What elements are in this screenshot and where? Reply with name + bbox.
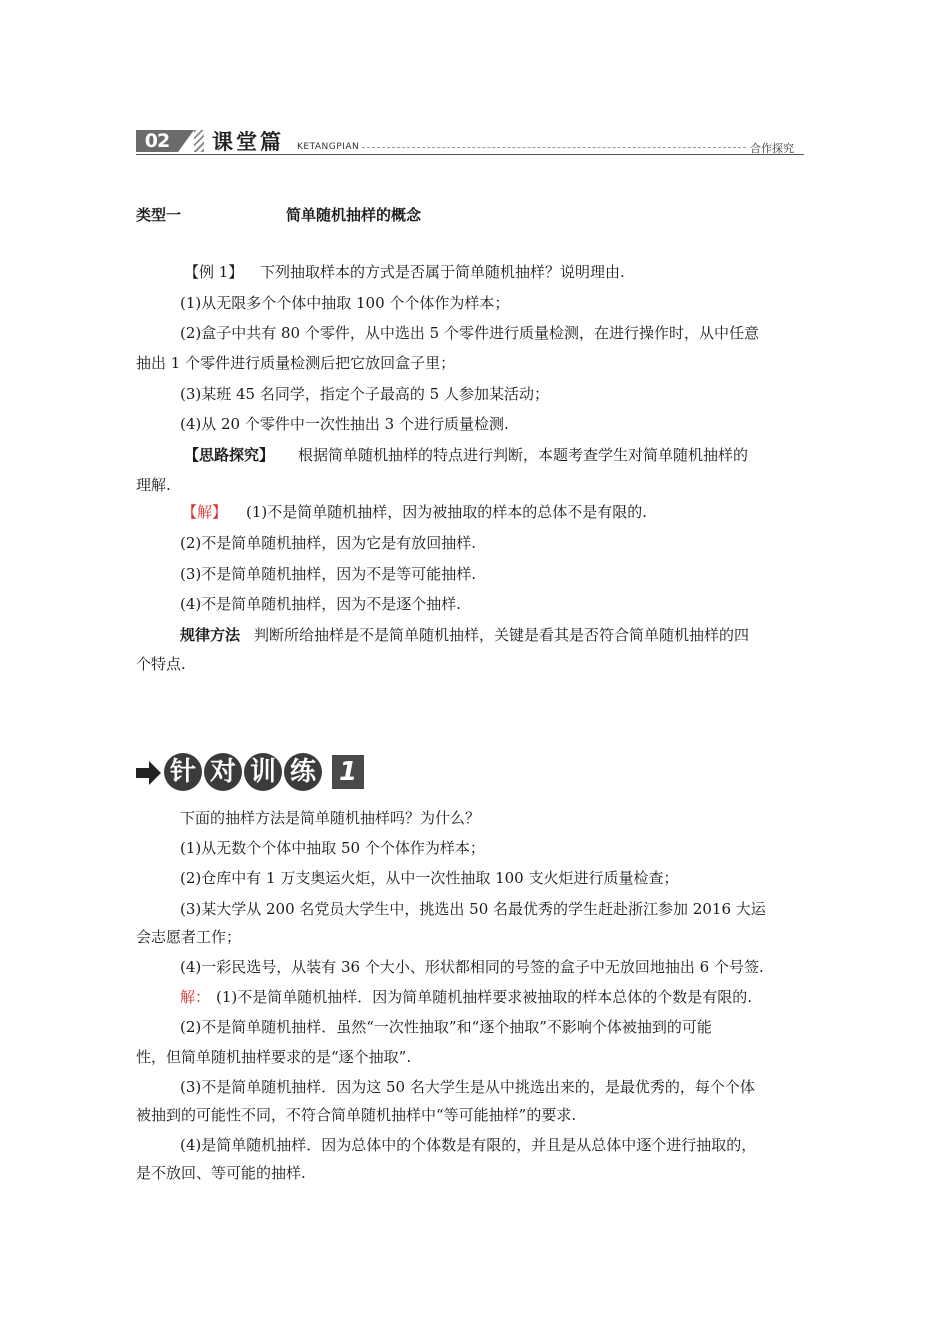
- practice-item: (3)某大学从 200 名党员大学生中，挑选出 50 名最优秀的学生赶赴浙江参加 2016 大运: [180, 900, 766, 918]
- banner-char: 训: [244, 753, 282, 791]
- practice-intro: 下面的抽样方法是简单随机抽样吗？为什么？: [180, 809, 481, 827]
- section-header-banner: [136, 128, 804, 158]
- header-subtitle: KETANGPIAN: [297, 142, 360, 152]
- arrow-right-icon: [136, 768, 150, 778]
- header-underline: [136, 154, 804, 155]
- banner-char: 对: [204, 753, 242, 791]
- header-right-label: 合作探究: [750, 142, 794, 155]
- chapter-badge: 02: [136, 130, 178, 152]
- header-title: 课堂篇: [212, 130, 284, 154]
- thinking-tag: 【思路探究】: [184, 446, 275, 464]
- answer-tag: 解：: [180, 988, 211, 1006]
- badge-stripes: [194, 130, 204, 152]
- answer-line: (1)不是简单随机抽样．因为简单随机抽样要求被抽取的样本总体的个数是有限的.: [216, 988, 753, 1006]
- practice-item: 会志愿者工作；: [136, 928, 242, 946]
- practice-item: (4)一彩民选号，从装有 36 个大小、形状都相同的号签的盒子中无放回地抽出 6 个号签.: [180, 958, 764, 976]
- banner-char: 针: [164, 753, 202, 791]
- method-tag: 规律方法: [180, 626, 241, 644]
- example-item: (4)从 20 个零件中一次性抽出 3 个进行质量检测.: [180, 415, 509, 433]
- solution-tag: 【解】: [182, 503, 228, 521]
- practice-item: (2)仓库中有 1 万支奥运火炬，从中一次性抽取 100 支火炬进行质量检查；: [180, 869, 679, 887]
- solution-line: (3)不是简单随机抽样，因为不是等可能抽样.: [180, 565, 477, 583]
- answer-line: 性，但简单随机抽样要求的是“逐个抽取”.: [136, 1048, 412, 1066]
- method-text: 判断所给抽样是不是简单随机抽样，关键是看其是否符合简单随机抽样的四: [254, 626, 750, 644]
- solution-line: (4)不是简单随机抽样，因为不是逐个抽样.: [180, 595, 462, 613]
- banner-char: 练: [284, 753, 322, 791]
- solution-line: (1)不是简单随机抽样，因为被抽取的样本的总体不是有限的.: [246, 503, 648, 521]
- example-item: (1)从无限多个个体中抽取 100 个个体作为样本；: [180, 294, 510, 312]
- thinking-text: 根据简单随机抽样的特点进行判断，本题考查学生对简单随机抽样的: [298, 446, 749, 464]
- example-item: (2)盒子中共有 80 个零件，从中选出 5 个零件进行质量检测，在进行操作时，从中任意: [180, 324, 759, 342]
- answer-line: (4)是简单随机抽样．因为总体中的个体数是有限的，并且是从总体中逐个进行抽取的，: [180, 1136, 757, 1154]
- banner-number: 1: [332, 755, 364, 789]
- example-question: 下列抽取样本的方式是否属于简单随机抽样？说明理由.: [260, 263, 625, 281]
- solution-line: (2)不是简单随机抽样，因为它是有放回抽样.: [180, 534, 477, 552]
- example-item: (3)某班 45 名同学，指定个子最高的 5 人参加某活动；: [180, 385, 549, 403]
- example-tag: 【例 1】: [184, 263, 244, 281]
- answer-line: (2)不是简单随机抽样．虽然“一次性抽取”和“逐个抽取”不影响个体被抽到的可能: [180, 1018, 712, 1036]
- arrow-right-icon-head: [149, 761, 161, 785]
- method-text-cont: 个特点.: [136, 655, 186, 673]
- example-item: 抽出 1 个零件进行质量检测后把它放回盒子里；: [136, 354, 456, 372]
- section-title: 简单随机抽样的概念: [286, 206, 422, 224]
- answer-line: 是不放回、等可能的抽样.: [136, 1164, 306, 1182]
- badge-corner: [178, 130, 194, 152]
- practice-item: (1)从无数个个体中抽取 50 个个体作为样本；: [180, 839, 485, 857]
- practice-banner: [136, 753, 376, 793]
- header-dashed-rule: [362, 147, 746, 148]
- thinking-text-cont: 理解.: [136, 476, 171, 494]
- answer-line: (3)不是简单随机抽样．因为这 50 名大学生是从中挑选出来的，是最优秀的，每个个体: [180, 1078, 755, 1096]
- section-label: 类型一: [136, 206, 182, 224]
- answer-line: 被抽到的可能性不同，不符合简单随机抽样中“等可能抽样”的要求.: [136, 1106, 577, 1124]
